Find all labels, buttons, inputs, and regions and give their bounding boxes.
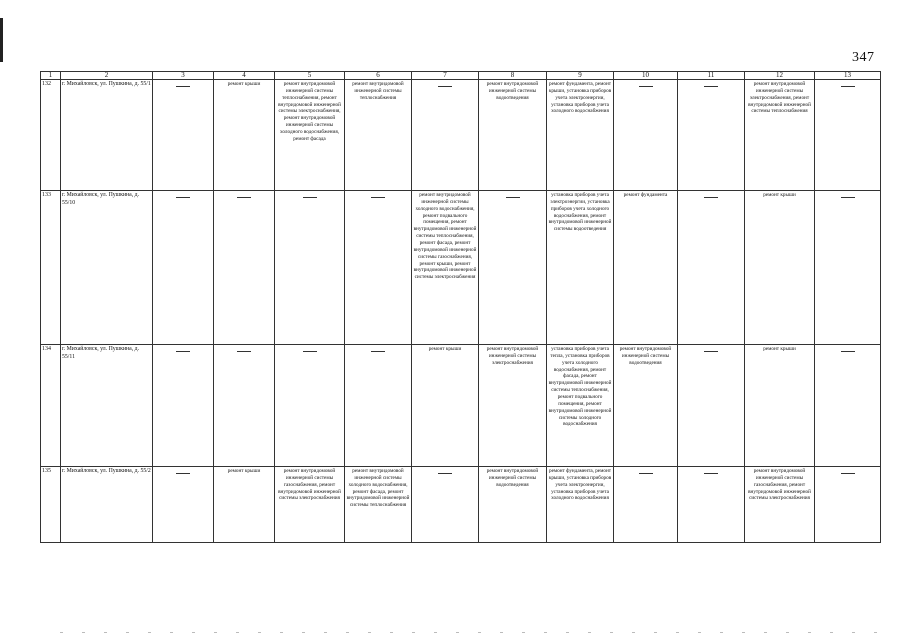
column-number: 5	[275, 72, 345, 80]
repair-schedule-table	[40, 71, 881, 543]
empty-cell	[412, 467, 479, 543]
dash-mark	[704, 197, 718, 198]
work-cell: ремонт крыши	[745, 191, 815, 345]
empty-cell	[815, 345, 881, 467]
empty-cell	[815, 467, 881, 543]
empty-cell	[214, 191, 275, 345]
column-number: 6	[345, 72, 412, 80]
work-cell: ремонт фундамента, ремонт крыши, установка приборов учета электроэнергии, установка приборов учета холодного водоснабжения	[547, 467, 614, 543]
dash-mark	[371, 351, 385, 352]
row-number: 133	[41, 191, 61, 345]
empty-cell	[275, 191, 345, 345]
dash-mark	[176, 351, 190, 352]
dash-mark	[841, 86, 855, 87]
table-row	[41, 191, 881, 345]
dash-mark	[176, 473, 190, 474]
row-number: 135	[41, 467, 61, 543]
empty-cell	[678, 80, 745, 191]
work-cell: установка приборов учета тепла, установка приборов учета холодного водоснабжения, ремонт фасада, ремонт внутридомовой инженерной системы теплоснабжения, ремонт подвального помещения, ремонт внутридомовой инженерной системы холодного водоснабжения	[547, 345, 614, 467]
empty-cell	[412, 80, 479, 191]
row-number: 134	[41, 345, 61, 467]
empty-cell	[678, 467, 745, 543]
column-number: 13	[815, 72, 881, 80]
dash-mark	[639, 86, 653, 87]
column-number-header-row	[41, 72, 881, 80]
column-number: 4	[214, 72, 275, 80]
work-cell: установка приборов учета электроэнергии, установка приборов учета холодного водоснабжения, ремонт внутридомовой инженерной системы водоотведения	[547, 191, 614, 345]
dash-mark	[176, 86, 190, 87]
column-number: 2	[61, 72, 153, 80]
address-cell: г. Михайловск, ул. Пушкина, д. 55/2	[61, 467, 153, 543]
scan-noise-line	[60, 632, 880, 633]
dash-mark	[704, 473, 718, 474]
empty-cell	[614, 467, 678, 543]
empty-cell	[275, 345, 345, 467]
scan-edge-mark	[0, 18, 3, 62]
address-cell: г. Михайловск, ул. Пушкина, д. 55/11	[61, 345, 153, 467]
work-cell: ремонт внутридомовой инженерной системы газоснабжения, ремонт внутридомовой инженерной системы электроснабжения	[745, 467, 815, 543]
table-row	[41, 467, 881, 543]
work-cell: ремонт внутридомовой инженерной системы водоотведения	[614, 345, 678, 467]
dash-mark	[841, 473, 855, 474]
empty-cell	[153, 191, 214, 345]
empty-cell	[678, 345, 745, 467]
page-number: 347	[852, 50, 875, 65]
column-number: 3	[153, 72, 214, 80]
row-number: 132	[41, 80, 61, 191]
column-number: 8	[479, 72, 547, 80]
work-cell: ремонт крыши	[412, 345, 479, 467]
column-number: 10	[614, 72, 678, 80]
dash-mark	[438, 473, 452, 474]
dash-mark	[704, 86, 718, 87]
dash-mark	[371, 197, 385, 198]
work-cell: ремонт крыши	[214, 80, 275, 191]
work-cell: ремонт фундамента, ремонт крыши, установка приборов учета электроэнергии, установка приборов учета холодного водоснабжения	[547, 80, 614, 191]
dash-mark	[237, 197, 251, 198]
work-cell: ремонт внутридомовой инженерной системы водоотведения	[479, 80, 547, 191]
empty-cell	[153, 467, 214, 543]
dash-mark	[176, 197, 190, 198]
work-cell: ремонт внутридомовой инженерной системы водоотведения	[479, 467, 547, 543]
table-row	[41, 345, 881, 467]
dash-mark	[841, 197, 855, 198]
empty-cell	[153, 80, 214, 191]
column-number: 11	[678, 72, 745, 80]
column-number: 7	[412, 72, 479, 80]
dash-mark	[841, 351, 855, 352]
dash-mark	[438, 86, 452, 87]
empty-cell	[214, 345, 275, 467]
work-cell: ремонт крыши	[745, 345, 815, 467]
empty-cell	[614, 80, 678, 191]
work-cell: ремонт внутридомовой инженерной системы электроснабжения, ремонт внутридомовой инженерной системы теплоснабжения	[745, 80, 815, 191]
work-cell: ремонт внутридомовой инженерной системы газоснабжения, ремонт внутридомовой инженерной системы электроснабжения	[275, 467, 345, 543]
work-cell: ремонт внутридомовой инженерной системы теплоснабжения	[345, 80, 412, 191]
column-number: 1	[41, 72, 61, 80]
dash-mark	[237, 351, 251, 352]
work-cell: ремонт крыши	[214, 467, 275, 543]
address-cell: г. Михайловск, ул. Пушкина, д. 55/10	[61, 191, 153, 345]
empty-cell	[815, 80, 881, 191]
table-row	[41, 80, 881, 191]
dash-mark	[704, 351, 718, 352]
work-cell: ремонт внутридомовой инженерной системы теплоснабжения, ремонт внутридомовой инженерной системы электроснабжения, ремонт внутридомовой инженерной системы холодного водоснабжения, ремонт фасада	[275, 80, 345, 191]
column-number: 9	[547, 72, 614, 80]
work-cell: ремонт фундамента	[614, 191, 678, 345]
dash-mark	[303, 197, 317, 198]
empty-cell	[153, 345, 214, 467]
empty-cell	[345, 345, 412, 467]
dash-mark	[506, 197, 520, 198]
empty-cell	[479, 191, 547, 345]
dash-mark	[303, 351, 317, 352]
address-cell: г. Михайловск, ул. Пушкина, д. 55/1	[61, 80, 153, 191]
empty-cell	[678, 191, 745, 345]
empty-cell	[815, 191, 881, 345]
work-cell: ремонт внутридомовой инженерной системы электроснабжения	[479, 345, 547, 467]
work-cell: ремонт внутридомовой инженерной системы холодного водоснабжения, ремонт подвального помещения, ремонт внутридомовой инженерной системы теплоснабжения, ремонт фасада, ремонт внутридомовой инженерной системы газоснабжения, ремонт крыши, ремонт внутридомовой инженерной системы электроснабжения	[412, 191, 479, 345]
work-cell: ремонт внутридомовой инженерной системы холодного водоснабжения, ремонт фасада, ремонт внутридомовой инженерной системы теплоснабжения	[345, 467, 412, 543]
empty-cell	[345, 191, 412, 345]
dash-mark	[639, 473, 653, 474]
column-number: 12	[745, 72, 815, 80]
